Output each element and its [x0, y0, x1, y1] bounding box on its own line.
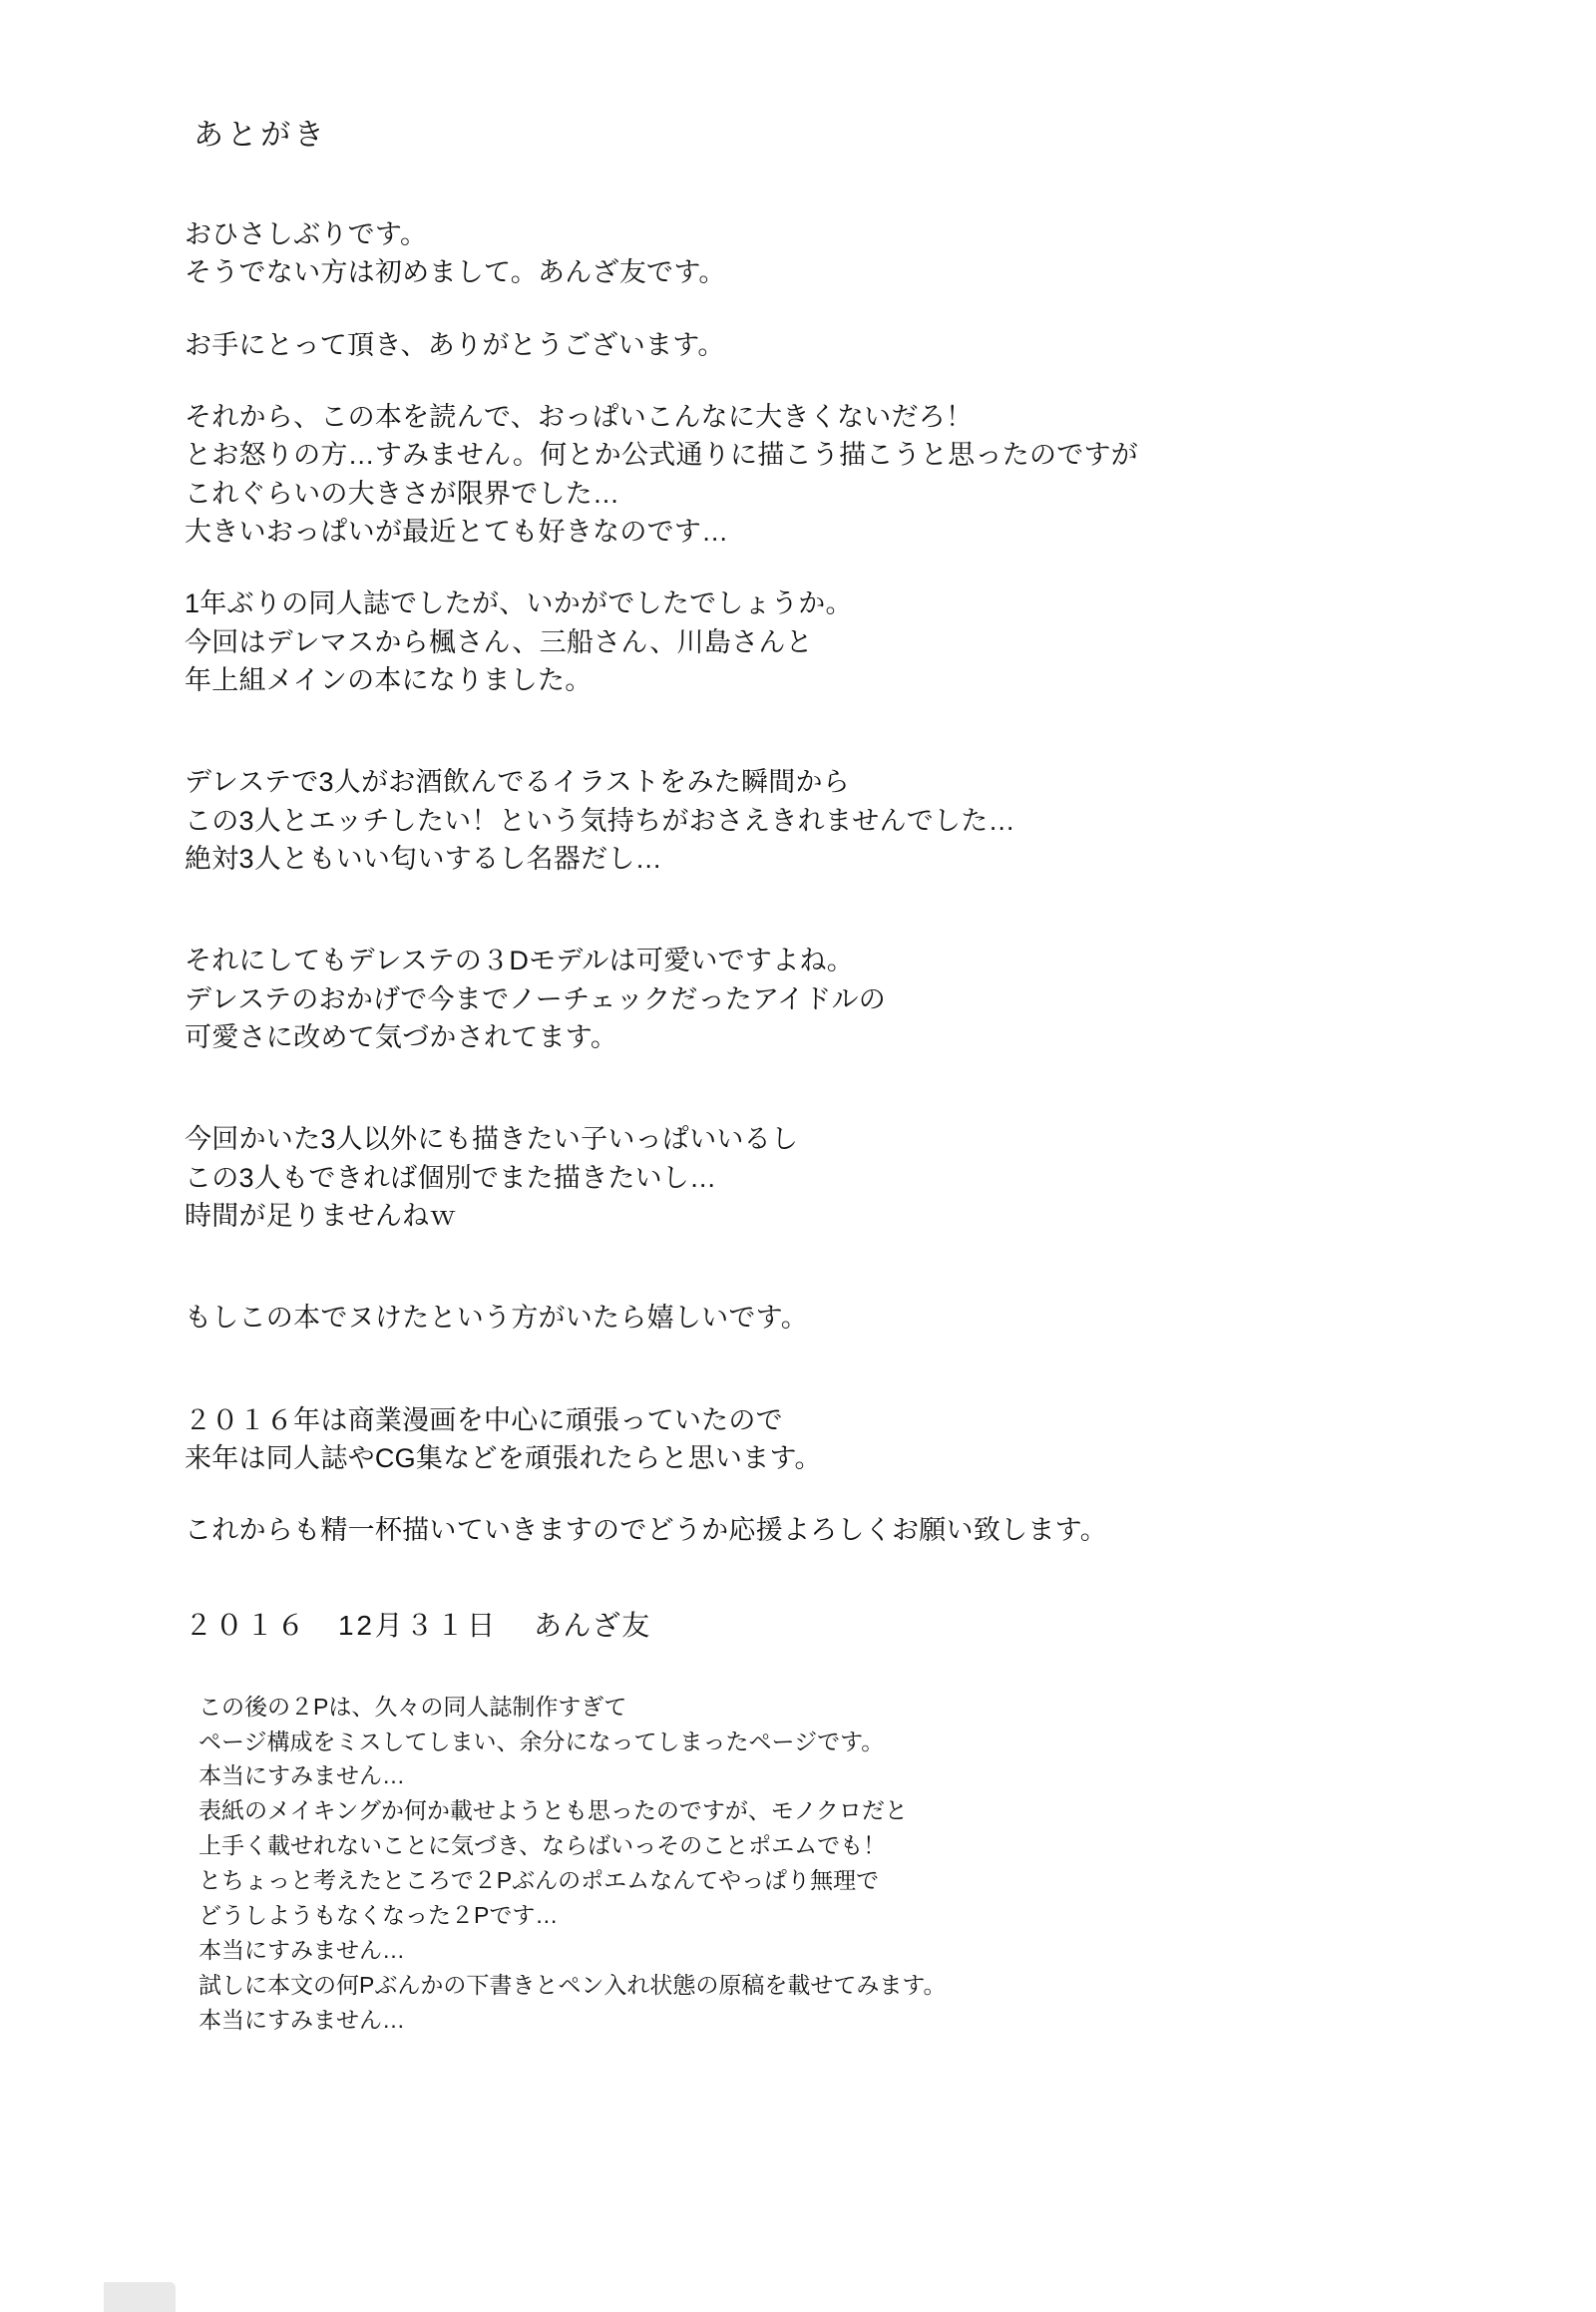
signature-author: あんざ友: [534, 1609, 651, 1641]
text-line: 今回かいた3人以外にも描きたい子いっぱいいるし: [185, 1124, 799, 1155]
text-line: この3人もできれば個別でまた描きたいし…: [185, 1162, 717, 1193]
afterword-content: [185, 110, 1471, 2038]
paragraph-closing: [185, 1511, 1471, 1549]
paragraph-hope: [185, 1299, 1471, 1337]
text-line: 来年は同人誌やCG集などを頑張れたらと思います。: [185, 1442, 822, 1473]
postscript-note: [199, 1690, 1471, 2039]
text-line: この後の２Pは、久々の同人誌制作すぎて: [199, 1693, 627, 1720]
text-line: この3人とエッチしたい！という気持ちがおさえきれませんでした…: [185, 805, 1015, 836]
signature-date: ２０１６ 12月３１日: [185, 1609, 498, 1641]
text-line: もしこの本でヌけたという方がいたら嬉しいです。: [185, 1303, 809, 1334]
paragraph-deresute: [185, 763, 1471, 878]
text-line: 本当にすみません…: [199, 1762, 405, 1789]
spacer: [185, 1269, 1471, 1299]
text-line: おひさしぶりです。: [185, 219, 428, 249]
paragraph-more-girls: [185, 1120, 1471, 1235]
text-line: 可愛さに改めて気づかされてます。: [185, 1021, 618, 1052]
text-line: 上手く載せれないことに気づき、ならばいっそのことポエムでも！: [199, 1832, 887, 1859]
text-line: これからも精一杯描いていきますのでどうか応援よろしくお願い致します。: [185, 1515, 1108, 1546]
text-line: 1年ぶりの同人誌でしたが、いかがでしたでしょうか。: [185, 588, 853, 619]
paragraph-breasts-apology: [185, 398, 1471, 551]
text-line: とお怒りの方…すみません。何とか公式通りに描こう描こうと思ったのですが: [185, 440, 1139, 471]
paragraph-3d-model: [185, 942, 1471, 1056]
text-line: ２０１６年は商業漫画を中心に頑張っていたので: [185, 1404, 783, 1435]
text-line: 大きいおっぱいが最近とても好きなのです…: [185, 516, 729, 547]
text-line: ページ構成をミスしてしまい、余分になってしまったページです。: [199, 1728, 885, 1754]
paragraph-next-year: [185, 1401, 1471, 1478]
text-line: どうしようもなくなった２Pです…: [199, 1902, 559, 1929]
text-line: お手にとって頂き、ありがとうございます。: [185, 329, 725, 360]
text-line: デレステで3人がお酒飲んでるイラストをみた瞬間から: [185, 767, 851, 798]
text-line: 時間が足りませんねｗ: [185, 1200, 457, 1231]
spacer: [185, 912, 1471, 942]
text-line: 絶対3人ともいい匂いするし名器だし…: [185, 843, 662, 874]
text-line: それから、この本を読んで、おっぱいこんなに大きくないだろ！: [185, 401, 974, 432]
text-line: 年上組メインの本になりました。: [185, 664, 593, 695]
page-title: あとがき: [194, 119, 328, 152]
text-line: 試しに本文の何Pぶんかの下書きとペン入れ状態の原稿を載せてみます。: [199, 1972, 947, 1999]
page-corner-mark: [104, 2282, 176, 2312]
text-line: 本当にすみません…: [199, 1937, 405, 1964]
text-line: とちょっと考えたところで２Pぶんのポエムなんてやっぱり無理で: [199, 1867, 880, 1894]
text-line: 本当にすみません…: [199, 2007, 405, 2034]
text-line: それにしてもデレステの３Dモデルは可愛いですよね。: [185, 946, 855, 976]
spacer: [185, 733, 1471, 763]
paragraph-one-year: [185, 584, 1471, 699]
text-line: デレステのおかげで今までノーチェックだったアイドルの: [185, 983, 887, 1014]
text-line: これぐらいの大きさが限界でした…: [185, 478, 620, 509]
spacer: [185, 1090, 1471, 1120]
text-line: 今回はデレマスから楓さん、三船さん、川島さんと: [185, 626, 813, 657]
spacer: [185, 1371, 1471, 1401]
text-line: 表紙のメイキングか何か載せようとも思ったのですが、モノクロだと: [199, 1797, 908, 1824]
paragraph-thanks: [185, 326, 1471, 364]
paragraph-greeting: [185, 215, 1471, 292]
text-line: そうでない方は初めまして。あんざ友です。: [185, 257, 726, 288]
signature: [185, 1604, 1471, 1644]
